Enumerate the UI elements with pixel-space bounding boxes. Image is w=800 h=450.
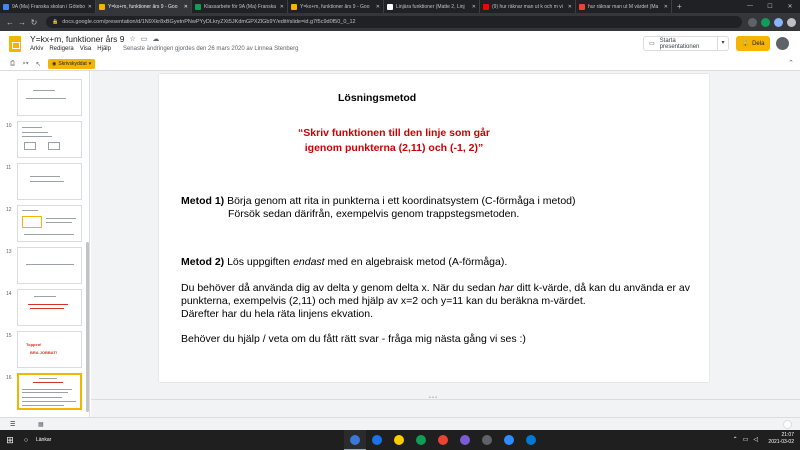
browser-tab[interactable]	[480, 0, 576, 13]
method-2-emphasis: endast	[293, 256, 325, 268]
browser-tab[interactable]	[576, 0, 672, 13]
chevron-down-icon: ▾	[88, 60, 92, 67]
app-icon	[504, 435, 514, 445]
avatar[interactable]	[776, 37, 789, 50]
tab-favicon-icon	[291, 4, 297, 10]
tab-title: Y=kx+m, funktioner års 9 - Goo	[300, 3, 370, 10]
print-icon[interactable]: ⎙	[10, 59, 16, 67]
tab-title: Klassarbete för 9A (Ma) Franska	[204, 3, 276, 10]
windows-taskbar	[0, 430, 800, 450]
filmstrip-slide[interactable]	[0, 79, 88, 119]
menu-item[interactable]: Visa	[79, 46, 92, 52]
tab-favicon-icon	[483, 4, 489, 10]
filmstrip-slide[interactable]	[0, 289, 88, 329]
menu-item[interactable]: Hjälp	[97, 46, 111, 52]
volume-icon[interactable]: ◁	[753, 437, 758, 443]
clock-date: 2021-03-02	[768, 439, 794, 445]
tab-favicon-icon	[579, 4, 585, 10]
taskbar-app-icon[interactable]	[410, 430, 432, 450]
taskbar-app-icon[interactable]	[454, 430, 476, 450]
close-tab-icon[interactable]: ✕	[567, 3, 572, 10]
filmstrip-slide[interactable]	[0, 121, 88, 161]
chevron-up-icon[interactable]: ⌃	[732, 437, 738, 443]
slide-canvas[interactable]	[159, 74, 709, 382]
docs-header	[0, 31, 800, 57]
explanation-paragraph	[181, 282, 701, 321]
explanation-span: Du behöver då använda dig av delta y genom delta x. När du sedan	[181, 282, 499, 294]
clock-time: 21:07	[781, 432, 794, 438]
star-icon[interactable]: ☆	[129, 36, 136, 43]
tab-favicon-icon	[3, 4, 9, 10]
back-icon[interactable]: ←	[6, 17, 14, 27]
star-icon[interactable]	[748, 18, 757, 27]
slide-thumbnail[interactable]	[17, 289, 82, 326]
method-1-text	[181, 195, 576, 208]
chevron-down-icon[interactable]: ▾	[717, 37, 728, 50]
slide-number: 13	[6, 249, 12, 255]
close-window-icon[interactable]: ✕	[787, 4, 793, 10]
taskbar-app-icon[interactable]	[498, 430, 520, 450]
slide-number: 15	[6, 333, 12, 339]
browser-address-bar	[0, 13, 800, 31]
extension-icon[interactable]	[761, 18, 770, 27]
taskbar-app-icon[interactable]	[520, 430, 542, 450]
slide-number: 12	[6, 207, 12, 213]
menu-item[interactable]: Arkiv	[30, 46, 44, 52]
taskbar-app-icon[interactable]	[432, 430, 454, 450]
app-icon	[460, 435, 470, 445]
profile-icon[interactable]	[774, 18, 783, 27]
system-tray	[733, 436, 758, 443]
tab-favicon-icon	[195, 4, 201, 10]
taskbar-app-icon[interactable]	[366, 430, 388, 450]
slide-thumbnail[interactable]	[17, 121, 82, 158]
help-text: Behöver du hjälp / veta om du fått rätt svar - fråga mig nästa gång vi ses :)	[181, 333, 526, 345]
explore-icon[interactable]	[783, 420, 792, 429]
select-cursor-icon[interactable]: ↖	[35, 60, 42, 68]
explanation-span: Därefter har du hela räta linjens ekvation.	[181, 308, 374, 320]
present-icon: ▭	[649, 41, 655, 47]
share-label: Dela	[752, 40, 765, 47]
slide-thumbnail[interactable]	[17, 163, 82, 200]
slide-number: 14	[6, 291, 12, 297]
reload-icon[interactable]: ↻	[30, 17, 38, 27]
filmstrip-slide[interactable]	[0, 247, 88, 287]
method-2-span: med en algebraisk metod (A-förmåga).	[324, 256, 508, 268]
browser-tab[interactable]	[192, 0, 288, 13]
taskbar-app-icon[interactable]	[476, 430, 498, 450]
new-tab-button[interactable]: +	[677, 2, 682, 11]
menu-item[interactable]: Redigera	[49, 46, 74, 52]
slide-number: 10	[6, 123, 12, 129]
explanation-span: ditt k-värde, då kan du använda er av punkterna, exempelvis (2,11) och med hjälp av x=2 och y=11 kan du beräkna m-värdet.	[181, 282, 691, 307]
window-controls	[740, 3, 800, 10]
thumbnail-text: Toppen!	[26, 342, 42, 347]
slide-thumbnail[interactable]	[17, 247, 82, 284]
slide-thumbnail[interactable]	[17, 373, 82, 410]
slides-logo-icon[interactable]	[9, 36, 21, 52]
move-folder-icon[interactable]: ▭	[140, 36, 148, 43]
slide-filmstrip	[0, 71, 90, 417]
eye-icon: ◉	[52, 60, 57, 67]
clock[interactable]	[768, 432, 794, 446]
tab-title: (9) hur räknar man ut k och m vi	[492, 3, 563, 10]
method-2-text	[181, 256, 507, 268]
app-icon	[350, 435, 360, 445]
grid-view-icon[interactable]: ▦	[38, 422, 44, 428]
task-quote-line: igenom punkterna (2,11) och (-1, 2)”	[304, 142, 484, 154]
taskbar-apps	[344, 430, 542, 450]
task-quote-line: “Skriv funktionen till den linje som går	[298, 127, 490, 139]
filmstrip-scrollbar[interactable]	[86, 242, 89, 412]
filmstrip-slide[interactable]	[0, 163, 88, 203]
app-icon	[416, 435, 426, 445]
browser-tab[interactable]	[0, 0, 96, 13]
method-1-line: Börja genom att rita in punkterna i ett koordinatsystem (C-förmåga i metod)	[224, 195, 576, 207]
filmstrip-slide[interactable]	[0, 205, 88, 245]
taskbar-search-label[interactable]: Länkar	[36, 437, 52, 443]
toolbar	[0, 57, 800, 71]
slide-thumbnail[interactable]	[17, 331, 82, 368]
task-quote	[279, 126, 509, 156]
app-icon	[372, 435, 382, 445]
close-tab-icon[interactable]: ✕	[663, 3, 668, 10]
slide-thumbnail[interactable]	[17, 205, 82, 242]
view-switch-bar	[0, 417, 800, 430]
minimize-icon[interactable]: —	[747, 3, 753, 9]
collapse-toolbar-icon[interactable]: ⌃	[788, 60, 794, 67]
method-2-label: Metod 2)	[181, 256, 225, 268]
close-tab-icon[interactable]: ✕	[279, 3, 284, 10]
slide-number: 11	[6, 165, 12, 171]
drag-handle-icon[interactable]: • • •	[429, 395, 438, 401]
filmstrip-view-icon[interactable]: ☰	[10, 422, 16, 428]
share-button[interactable]	[736, 36, 770, 51]
start-presentation-label: Starta presentationen	[659, 37, 700, 50]
close-tab-icon[interactable]: ✕	[471, 3, 476, 10]
tab-title: Linjära funktioner (Matte 2, Linj	[396, 3, 465, 10]
app-icon	[482, 435, 492, 445]
menu-icon[interactable]	[787, 18, 796, 27]
tab-title: hur räknar man ut M värdet (Ma	[588, 3, 659, 10]
lock-icon: 🔒	[52, 19, 59, 25]
slide-editor	[91, 71, 800, 417]
thumbnail-text: BRA JOBBAT!	[30, 350, 58, 355]
lock-icon: 🔒	[741, 41, 750, 47]
close-tab-icon[interactable]: ✕	[183, 3, 188, 10]
tab-title: 9A (Ma) Franska skolan i Götebo	[12, 3, 86, 10]
browser-tab[interactable]	[96, 0, 192, 13]
slide-thumbnail[interactable]	[17, 79, 82, 116]
filmstrip-slide[interactable]	[0, 331, 88, 371]
maximize-icon[interactable]: ☐	[767, 4, 773, 10]
search-icon[interactable]: ○	[23, 436, 29, 444]
cloud-status-icon[interactable]: ☁	[152, 36, 160, 43]
browser-tab-bar	[0, 0, 800, 13]
method-2-span: Lös uppgiften	[224, 256, 294, 268]
tab-favicon-icon	[387, 4, 393, 10]
app-icon	[526, 435, 536, 445]
browser-tab[interactable]	[384, 0, 480, 13]
menu-bar	[30, 46, 298, 52]
start-presentation-button[interactable]	[643, 36, 729, 51]
last-edit-link[interactable]: Senaste ändringen gjordes den 26 mars 2020 av Linnea Stenberg	[122, 46, 299, 52]
network-icon[interactable]: ▭	[742, 437, 749, 443]
slide-number: 16	[6, 375, 12, 381]
document-title[interactable]: Y=kx+m, funktioner års 9	[30, 34, 125, 44]
browser-tab[interactable]	[288, 0, 384, 13]
tab-title: Y=kx+m, funktioner års 9 - Goo	[108, 3, 178, 10]
view-mode-button[interactable]	[48, 59, 95, 69]
method-1-label: Metod 1)	[181, 195, 225, 207]
document-title-row	[30, 34, 159, 44]
zoom-icon[interactable]: ⌕▾	[22, 59, 29, 67]
view-mode-label: Skrivskyddat	[58, 60, 87, 67]
method-1-line-2: Försök sedan därifrån, exempelvis genom trappstegsmetoden.	[228, 208, 520, 220]
app-icon	[394, 435, 404, 445]
taskbar-app-icon[interactable]	[344, 430, 366, 450]
filmstrip-slide-selected[interactable]	[0, 373, 88, 413]
url-input[interactable]	[46, 16, 742, 28]
taskbar-app-icon[interactable]	[388, 430, 410, 450]
windows-start-icon[interactable]: ⊞	[6, 434, 14, 445]
close-tab-icon[interactable]: ✕	[375, 3, 380, 10]
speaker-notes-divider[interactable]	[91, 399, 800, 400]
close-tab-icon[interactable]: ✕	[87, 3, 92, 10]
extensions-area	[748, 18, 796, 27]
explanation-emphasis: har	[498, 282, 514, 294]
url-text: docs.google.com/presentation/d/1N9Xkr8xBGyetnPNwPYyDLkryZXt5JKdmGPXZlGb9Y/edit#slide=id.g7f5c9d0f50_0_12	[62, 19, 356, 25]
tab-favicon-icon	[99, 4, 105, 10]
slide-title: Lösningsmetod	[338, 92, 417, 104]
forward-icon[interactable]: →	[18, 17, 26, 27]
app-icon	[438, 435, 448, 445]
